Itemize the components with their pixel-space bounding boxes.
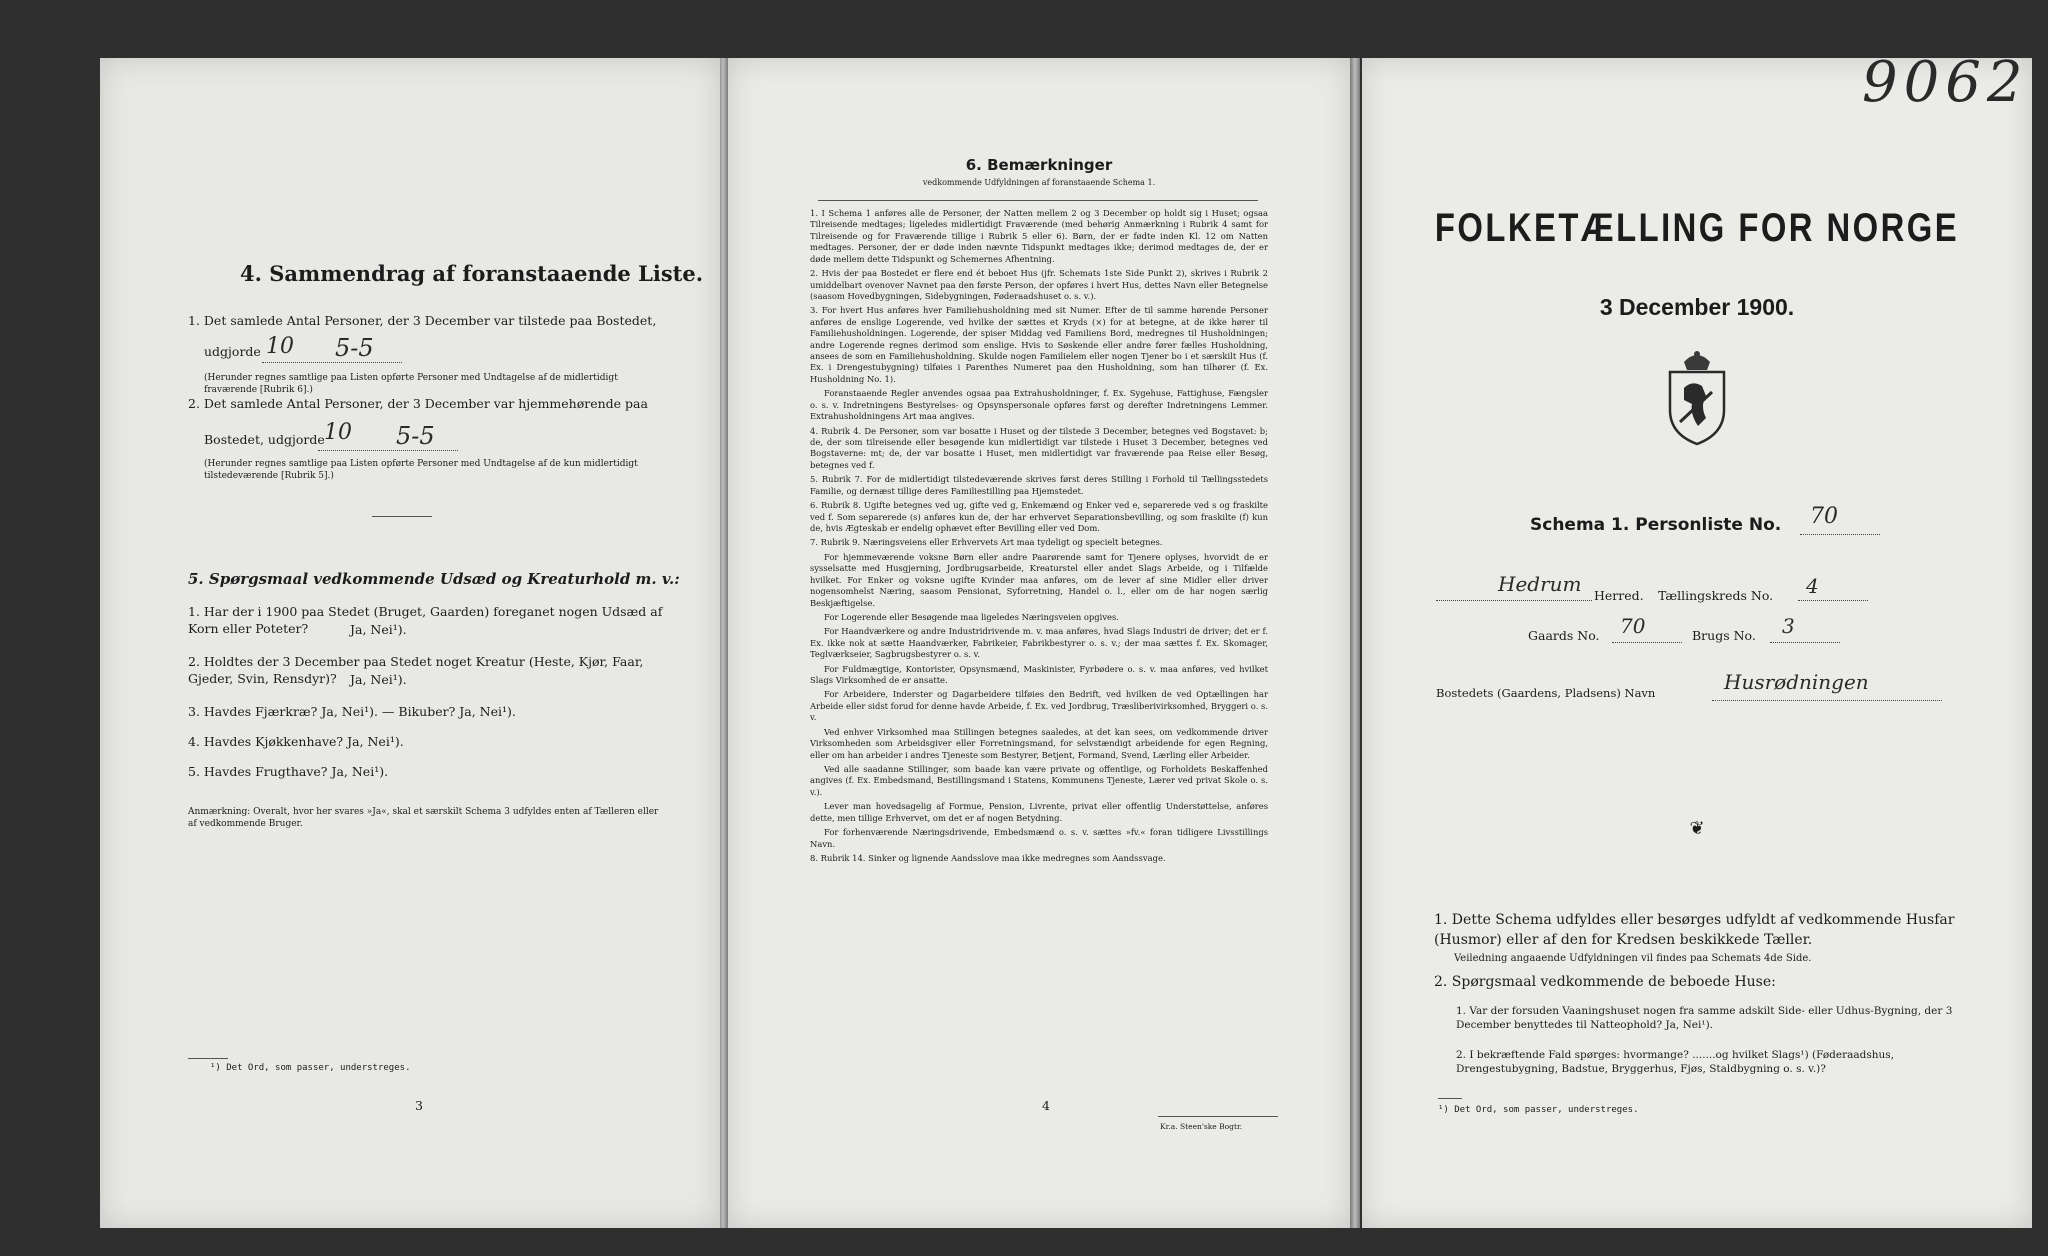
section4-q2-text: 2. Det samlede Antal Personer, der 3 December var hjemmehørende paa <box>188 396 648 411</box>
section5-q1-answer: Ja, Nei¹). <box>350 622 407 637</box>
remarks-title: 6. Bemærkninger <box>965 156 1113 174</box>
remark-paragraph: For Haandværkere og andre Industridrivende m. v. maa anføres, hvad Slags Industri de driver; det er f. Ex. ikke nok at sætte Haandværker, Fabrikeier, Fabrikbestyrer o. s. v.; der maa sættes f. Ex. Skomager, Teglværkseier, Sagbrugsbestyrer o. s. v. <box>810 626 1268 660</box>
page-number-middle: 4 <box>1042 1098 1050 1113</box>
section5-q2-answer: Ja, Nei¹). <box>350 672 407 687</box>
page-right <box>1362 58 2032 1228</box>
brugs-value: 3 <box>1782 614 1795 638</box>
remarks-list <box>810 208 1268 867</box>
kreds-value: 4 <box>1806 574 1819 598</box>
instruction-1: 1. Dette Schema udfyldes eller besørges udfyldt af vedkommende Husfar (Husmor) eller af den for Kredsen beskikkede Tæller. <box>1434 912 1955 949</box>
remark-paragraph: 7. Rubrik 9. Næringsveiens eller Erhvervets Art maa tydeligt og specielt betegnes. <box>810 537 1163 548</box>
page-number-left: 3 <box>415 1098 423 1113</box>
remark-paragraph: Ved alle saadanne Stillinger, som baade kan være private og offentlige, og Forholdets Beskaffenhed angives (f. Ex. Embedsmand, Bestillingsmand i Statens, Kommunens Tjeneste, Lærer ved privat Skole o. s. v.). <box>810 763 1268 797</box>
section4-title: 4. Sammendrag af foranstaaende Liste. <box>240 261 704 286</box>
gaards-value: 70 <box>1620 614 1646 638</box>
remark-paragraph: For forhenværende Næringsdrivende, Embedsmænd o. s. v. sættes »fv.« foran tidligere Livsstillings Navn. <box>810 827 1268 849</box>
herred-label: Herred. <box>1594 588 1644 603</box>
section4-q2-label: Bostedet, udgjorde <box>204 432 325 447</box>
instruction-1-note: Veiledning angaaende Udfyldningen vil findes paa Schemats 4de Side. <box>1454 953 1812 964</box>
section4-q1-note: (Herunder regnes samtlige paa Listen opførte Personer med Undtagelse af de midlertidigt fraværende [Rubrik 6].) <box>204 373 618 396</box>
q2-answer-line <box>318 450 458 451</box>
schema-no: 70 <box>1810 504 1838 529</box>
kreds-line <box>1798 600 1868 601</box>
section4-q1-value: 10 <box>266 334 294 359</box>
section4-q2-split: 5-5 <box>396 422 435 450</box>
remark-paragraph: 3. For hvert Hus anføres hver Familiehusholdning med sit Numer. Efter de til samme hørende Personer anføres de enslige Logerende, ved hvilke der sættes et Kryds (×) for at betegne, at de ikke hører til Familiehusholdningen. Logerende, der spiser Middag ved Familiens Bord, medregnes til Husholdningen; andre Logerende regnes derimod som enslige. Hvis to Søskende eller andre fører fælles Husholdning, ansees de som en Familiehusholdning. Skulde nogen Familielem eller nogen Tjener bo i et særskilt Hus (f. Ex. i Drengestubygning) tilføies i Parenthes Numeret paa den Husholdning, som han tilhører (f. Ex. Husholdning No. 1). <box>810 305 1268 384</box>
census-title: FOLKETÆLLING FOR NORGE <box>1434 206 1960 250</box>
page-middle <box>728 58 1350 1228</box>
section5-q3: 3. Havdes Fjærkræ? Ja, Nei¹). — Bikuber? Ja, Nei¹). <box>188 704 516 719</box>
book-gutter-right <box>1350 58 1360 1228</box>
schema-label: Schema 1. Personliste No. <box>1530 515 1782 535</box>
section4-q2-note: (Herunder regnes samtlige paa Listen opførte Personer med Undtagelse af de kun midlertidigt tilstedeværende [Rubrik 5].) <box>204 459 638 482</box>
footnote-rule <box>188 1058 228 1059</box>
remark-paragraph: For Fuldmægtige, Kontorister, Opsynsmænd, Maskinister, Fyrbødere o. s. v. maa anføres, ved hvilket Slags Virksomhed de er ansatte. <box>810 663 1268 686</box>
section4-q1-text: 1. Det samlede Antal Personer, der 3 December var tilstede paa Bostedet, <box>188 313 657 328</box>
remark-paragraph: Ved enhver Virksomhed maa Stillingen betegnes saaledes, at det kan sees, om vedkommende driver Virksomheden som Arbeidsgiver eller Forretningsmand, for selvstændigt arbeidende for egen Regning, eller om han arbeider i andres Tjeneste som Bestyrer, Betjent, Formand, Svend, Lærling eller Arbeider. <box>810 726 1268 760</box>
census-date: 3 December 1900. <box>1599 294 1795 320</box>
bosted-label: Bostedets (Gaardens, Pladsens) Navn <box>1436 686 1656 700</box>
instruction-2-1: 1. Var der forsuden Vaaningshuset nogen fra samme adskilt Side- eller Udhus-Bygning, der 3 December benyttedes til Natteophold? Ja, Nei¹). <box>1456 1005 1953 1032</box>
section5-q2: 2. Holdtes der 3 December paa Stedet noget Kreatur (Heste, Kjør, Faar, Gjeder, Svin, Rensdyr)? <box>188 654 644 686</box>
gaards-label: Gaards No. <box>1528 628 1600 643</box>
section5-q5: 5. Havdes Frugthave? Ja, Nei¹). <box>188 764 389 779</box>
remarks-subtitle: vedkommende Udfyldningen af foranstaaende Schema 1. <box>922 178 1156 187</box>
brugs-line <box>1770 642 1840 643</box>
section5-q4: 4. Havdes Kjøkkenhave? Ja, Nei¹). <box>188 734 404 749</box>
section5-q1: 1. Har der i 1900 paa Stedet (Bruget, Gaarden) foreganet nogen Udsæd af Korn eller Poteter? <box>188 604 663 636</box>
archive-number: 9062 <box>1862 58 2029 115</box>
remark-paragraph: Lever man hovedsagelig af Formue, Pension, Livrente, privat eller offentlig Understøttelse, anføres dette, men tillige Erhvervet, om det er af nogen Betydning. <box>810 801 1268 823</box>
section4-q1-label: udgjorde <box>204 344 261 359</box>
remark-paragraph: 2. Hvis der paa Bostedet er flere end ét beboet Hus (jfr. Schemats 1ste Side Punkt 2), skrives i Rubrik 2 umiddelbart ovenover Navnet paa den første Person, der opføres i hvert Hus, dettes Navn eller Betegnelse (saasom Hovedbygningen, Sidebygningen, Føderaadshuset o. s. v.). <box>810 268 1268 301</box>
remark-paragraph: 1. I Schema 1 anføres alle de Personer, der Natten mellem 2 og 3 December op holdt sig i Huset; ogsaa Tilreisende medtages; ligeledes midlertidigt Fraværende (med behørig Anmærkning i Rubrik 4 samt for Tilreisende og for Fraværende tillige i Rubrik 5 eller 6). Børn, der er fødte inden Kl. 12 om Natten medtages. Personer, der er døde inden nævnte Tidspunkt medtages ikke; derimod medtages de, der er døde mellem dette Tidspunkt og Schemernes Afhentning. <box>810 208 1268 264</box>
remark-paragraph: Foranstaaende Regler anvendes ogsaa paa Extrahusholdninger, f. Ex. Sygehuse, Fattighuse, Fængsler o. s. v. Indretningens Bestyrelses- og Opsynspersonale opføres først og derefter Indretningens Lemmer. Extrahusholdningens Art maa angives. <box>810 388 1268 422</box>
footnote-rule-right <box>1438 1098 1462 1099</box>
remark-paragraph: For hjemmeværende voksne Børn eller andre Paarørende samt for Tjenere oplyses, hvorvidt de er sysselsatte med Husgjerning, Jordbrugsarbeide, Kreaturstel eller andet Slags Arbeide, og i Tilfælde hvilket. For Enker og voksne ugifte Kvinder maa anføres, om de lever af sine Midler eller driver nogensomhelst Næring, saasom Pensionat, Syforretning, Handel o. l., eller om de har nogen særlig Beskjæftigelse. <box>810 551 1268 608</box>
footnote-right: ¹) Det Ord, som passer, understreges. <box>1438 1105 1639 1115</box>
section5-title: 5. Spørgsmaal vedkommende Udsæd og Kreaturhold m. v.: <box>188 570 680 588</box>
gaards-line <box>1612 642 1682 643</box>
remark-paragraph: 6. Rubrik 8. Ugifte betegnes ved ug, gifte ved g, Enkemænd og Enker ved e, separerede ved s og fraskilte ved f. Som separerede (s) anføres kun de, der har erhvervet Separationsbevilling, og som fraskilte (f) kun de, hvis Ægteskab er endelig ophævet efter Bevilling eller ved Dom. <box>810 500 1268 533</box>
schema-no-line <box>1800 534 1880 535</box>
instruction-2: 2. Spørgsmaal vedkommende de beboede Huse: <box>1434 974 1776 990</box>
remarks-title-rule <box>818 200 1258 201</box>
page-left <box>100 58 720 1228</box>
divider <box>372 516 432 517</box>
remark-paragraph: 4. Rubrik 4. De Personer, som var bosatte i Huset og der tilstede 3 December, betegnes ved Bogstavet: b; de, der som tilreisende eller besøgende kun midlertidigt var tilstede i Huset 3 December, betegnes ved Bogstaverne: mt; de, der var bosatte i Huset, men midlertidigt var fraværende paa Reise eller Besøg, betegnes ved f. <box>810 425 1268 470</box>
remark-paragraph: 8. Rubrik 14. Sinker og lignende Aandsslove maa ikke medregnes som Aandssvage. <box>810 852 1166 863</box>
section4-q2-value: 10 <box>324 420 352 445</box>
bosted-line <box>1712 700 1942 701</box>
footnote: ¹) Det Ord, som passer, understreges. <box>210 1063 411 1073</box>
remark-paragraph: 5. Rubrik 7. For de midlertidigt tilstedeværende skrives først deres Stilling i Forhold til Tællingsstedets Familie, og dernæst tillige deres Familiestilling paa Hjemstedet. <box>810 474 1268 496</box>
section5-note: Anmærkning: Overalt, hvor her svares »Ja«, skal et særskilt Schema 3 udfyldes enten af Tælleren eller af vedkommende Bruger. <box>188 807 659 830</box>
ornament-icon: ❦ <box>1689 818 1705 839</box>
printer-rule <box>1158 1116 1278 1117</box>
kreds-label: Tællingskreds No. <box>1658 588 1774 603</box>
remark-paragraph: For Arbeidere, Inderster og Dagarbeidere tilføies den Bedrift, ved hvilken de ved Optællingen har Arbeide eller sidst forud for denne havde Arbeide, f. Ex. ved Jordbrug, Træsliberivirksomhed, Bryggeri o. s. v. <box>810 689 1268 723</box>
q1-answer-line <box>262 362 402 363</box>
herred-value: Hedrum <box>1498 572 1582 596</box>
section4-q1-split: 5-5 <box>335 334 374 362</box>
printer-credit: Kr.a. Steen'ske Bogtr. <box>1160 1122 1243 1131</box>
brugs-label: Brugs No. <box>1692 628 1756 643</box>
remark-paragraph: For Logerende eller Besøgende maa ligeledes Næringsveien opgives. <box>824 611 1119 622</box>
coat-of-arms-icon <box>1662 348 1732 446</box>
herred-line <box>1436 600 1592 601</box>
bosted-value: Husrødningen <box>1724 670 1869 694</box>
instruction-2-2: 2. I bekræftende Fald spørges: hvormange? .......og hvilket Slags¹) (Føderaadshus, Drengestubygning, Badstue, Bryggerhus, Fjøs, Staldbygning o. s. v.)? <box>1456 1049 1895 1076</box>
